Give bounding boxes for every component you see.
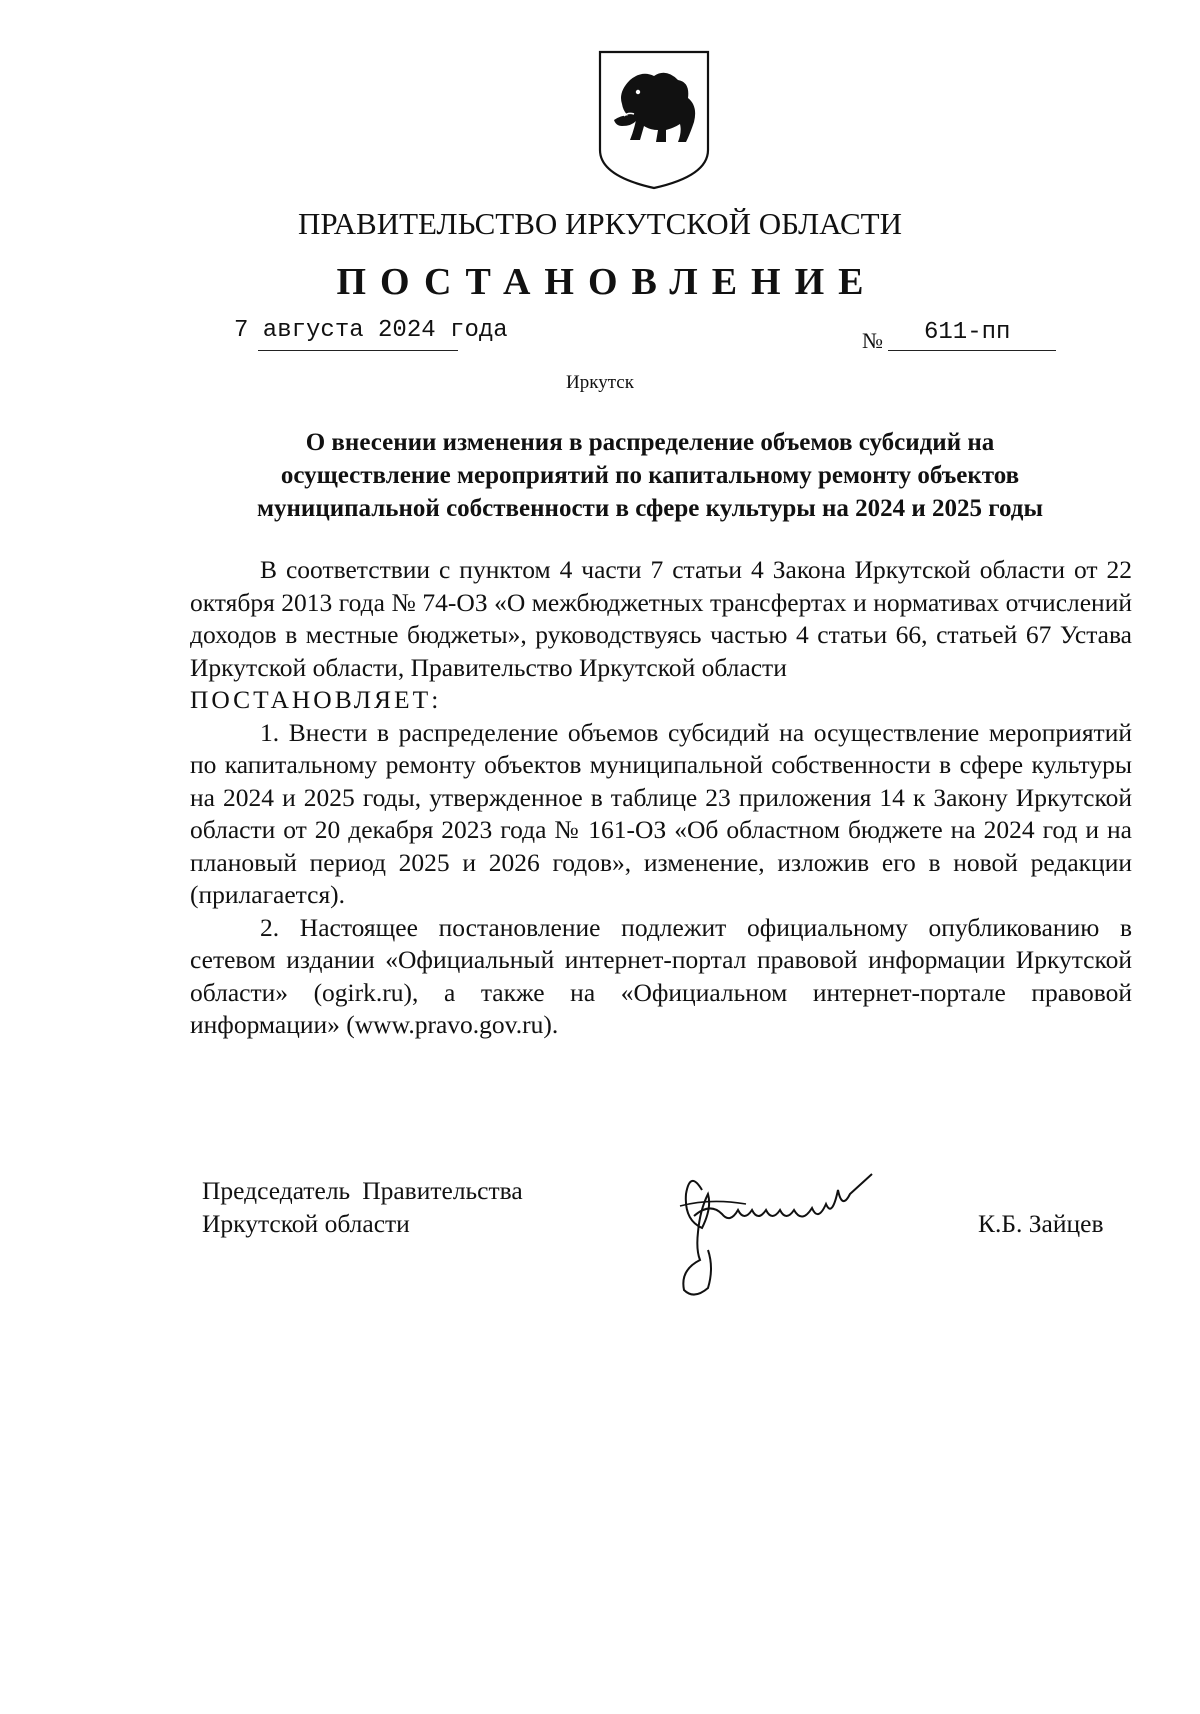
number-underline [888,350,1056,351]
preamble-paragraph: В соответствии с пунктом 4 части 7 статьи 4 Закона Иркутской области от 22 октября 2013 года № 74-ОЗ «О межбюджетных трансфертах и нормативах отчислений доходов в местные бюджеты», руководствуясь частью 4 статьи 66, статьей 67 Устава Иркутской области, Правительство Иркутской области [190,555,1132,682]
document-date: 7 августа 2024 года [234,317,508,344]
date-underline [258,350,458,351]
position-word: Правительства [362,1176,523,1205]
coat-of-arms-icon [594,46,714,194]
resolves-heading: ПОСТАНОВЛЯЕТ: [190,685,442,714]
signatory-name: К.Б. Зайцев [978,1209,1104,1238]
signature-icon [650,1150,930,1300]
title-line: О внесении изменения в распределение объемов субсидий на [305,429,995,456]
document-type: ПОСТАНОВЛЕНИЕ [336,261,878,303]
document-number: 611-пп [924,319,1011,346]
position-line: Иркутской области [202,1209,410,1238]
item-1-paragraph: 1. Внести в распределение объемов субсидий на осуществление мероприятий по капитальному ремонту объектов муниципальной собственности в сфере культуры на 2024 и 2025 годы, утвержденное в таблице 23 приложения 14 к Закону Иркутской области от 20 декабря 2023 года № 161-ОЗ «Об областном бюджете на 2024 год и на плановый период 2025 и 2026 годов», изменение, изложив его в новой редакции (прилагается). [190,717,1132,909]
city-name: Иркутск [566,372,634,393]
position-word: Председатель [202,1176,351,1205]
organization-name: ПРАВИТЕЛЬСТВО ИРКУТСКОЙ ОБЛАСТИ [297,206,902,241]
signatory-position [202,1174,523,1240]
title-line: муниципальной собственности в сфере культуры на 2024 и 2025 годы [257,495,1043,522]
title-line: осуществление мероприятий по капитальному ремонту объектов [280,462,1020,489]
number-label: № [862,328,883,353]
item-2-paragraph: 2. Настоящее постановление подлежит официальному опубликованию в сетевом издании «Официальный интернет-портал правовой информации Иркутской области» (ogirk.ru), а также на «Официальном интернет-портале правовой информации» (www.pravo.gov.ru). [190,912,1132,1039]
document-title [190,426,1110,525]
document-body [190,554,1132,1042]
